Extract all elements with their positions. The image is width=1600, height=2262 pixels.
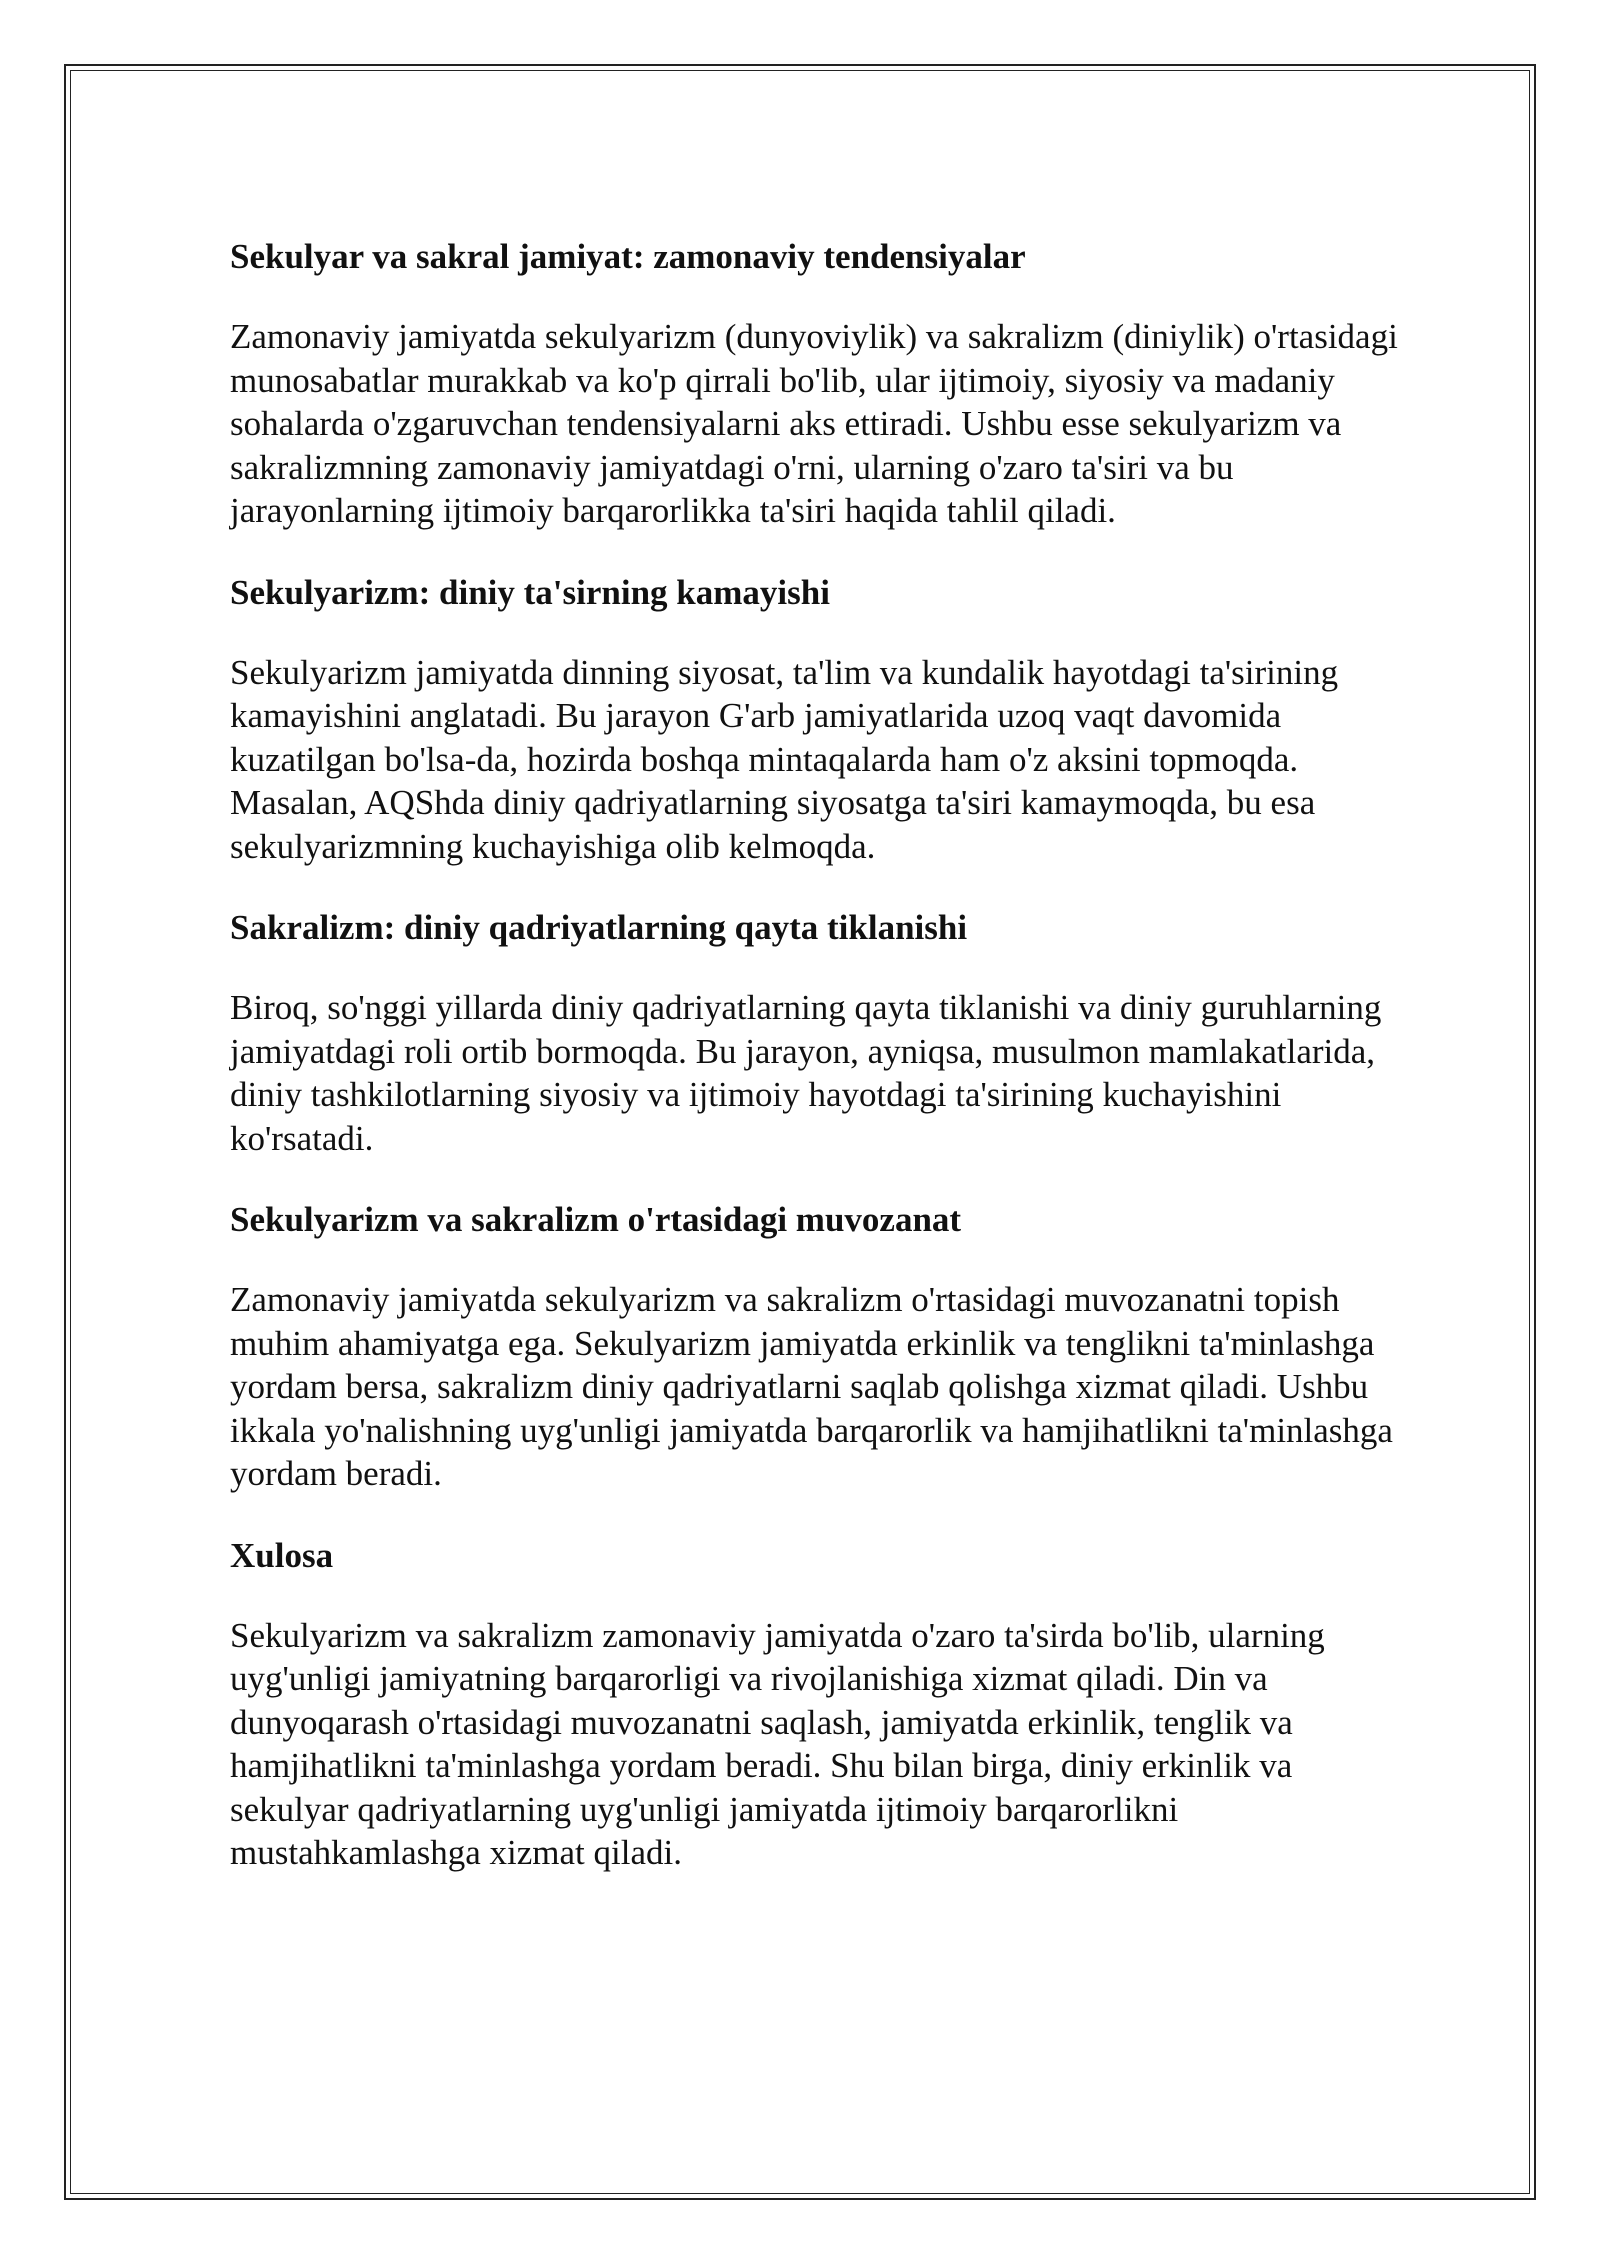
document-body (230, 235, 1520, 1913)
section-heading-conclusion: Xulosa (230, 1535, 334, 1575)
section-heading-balance: Sekulyarizm va sakralizm o'rtasidagi muvozanat (230, 1200, 962, 1239)
section-heading-sacralism: Sakralizm: diniy qadriyatlarning qayta tiklanishi (230, 908, 968, 947)
section-paragraph-balance: Zamonaviy jamiyatda sekulyarizm va sakralizm o'rtasidagi muvozanatni topish muhim ahamiyatga ega. Sekulyarizm jamiyatda erkinlik va tenglikni ta'minlashga yordam bersa, sakralizm diniy qadriyatlarni saqlab qolishga xizmat qiladi. Ushbu ikkala yo'nalishning uyg'unligi jamiyatda barqarorlik va hamjihatlikni ta'minlashga yordam beradi. (230, 1280, 1393, 1493)
section-paragraph-secularism: Sekulyarizm jamiyatda dinning siyosat, ta'lim va kundalik hayotdagi ta'sirining kamayishini anglatadi. Bu jarayon G'arb jamiyatlarida uzoq vaqt davomida kuzatilgan bo'lsa-da, hozirda boshqa mintaqalarda ham o'z aksini topmoqda. Masalan, AQShda diniy qadriyatlarning siyosatga ta'siri kamaymoqda, bu esa sekulyarizmning kuchayishiga olib kelmoqda. (230, 652, 1339, 866)
section-paragraph-sacralism: Biroq, so'nggi yillarda diniy qadriyatlarning qayta tiklanishi va diniy guruhlarning jamiyatdagi roli ortib bormoqda. Bu jarayon, ayniqsa, musulmon mamlakatlarida, diniy tashkilotlarning siyosiy va ijtimoiy hayotdagi ta'sirining kuchayishini ko'rsatadi. (230, 988, 1382, 1158)
section-paragraph-conclusion: Sekulyarizm va sakralizm zamonaviy jamiyatda o'zaro ta'sirda bo'lib, ularning uyg'unligi jamiyatning barqarorligi va rivojlanishiga xizmat qiladi. Din va dunyoqarash o'rtasidagi muvozanatni saqlash, jamiyatda erkinlik, tenglik va hamjihatlikni ta'minlashga yordam beradi. Shu bilan birga, diniy erkinlik va sekulyar qadriyatlarning uyg'unligi jamiyatda ijtimoiy barqarorlikni mustahkamlashga xizmat qiladi. (230, 1615, 1325, 1872)
intro-paragraph: Zamonaviy jamiyatda sekulyarizm (dunyoviylik) va sakralizm (diniylik) o'rtasidagi munosabatlar murakkab va ko'p qirrali bo'lib, ular ijtimoiy, siyosiy va madaniy sohalarda o'zgaruvchan tendensiyalarni aks ettiradi. Ushbu esse sekulyarizm va sakralizmning zamonaviy jamiyatdagi o'rni, ularning o'zaro ta'siri va bu jarayonlarning ijtimoiy barqarorlikka ta'siri haqida tahlil qiladi. (230, 317, 1398, 530)
section-heading-secularism: Sekulyarizm: diniy ta'sirning kamayishi (230, 572, 830, 612)
document-title: Sekulyar va sakral jamiyat: zamonaviy tendensiyalar (230, 237, 1026, 276)
